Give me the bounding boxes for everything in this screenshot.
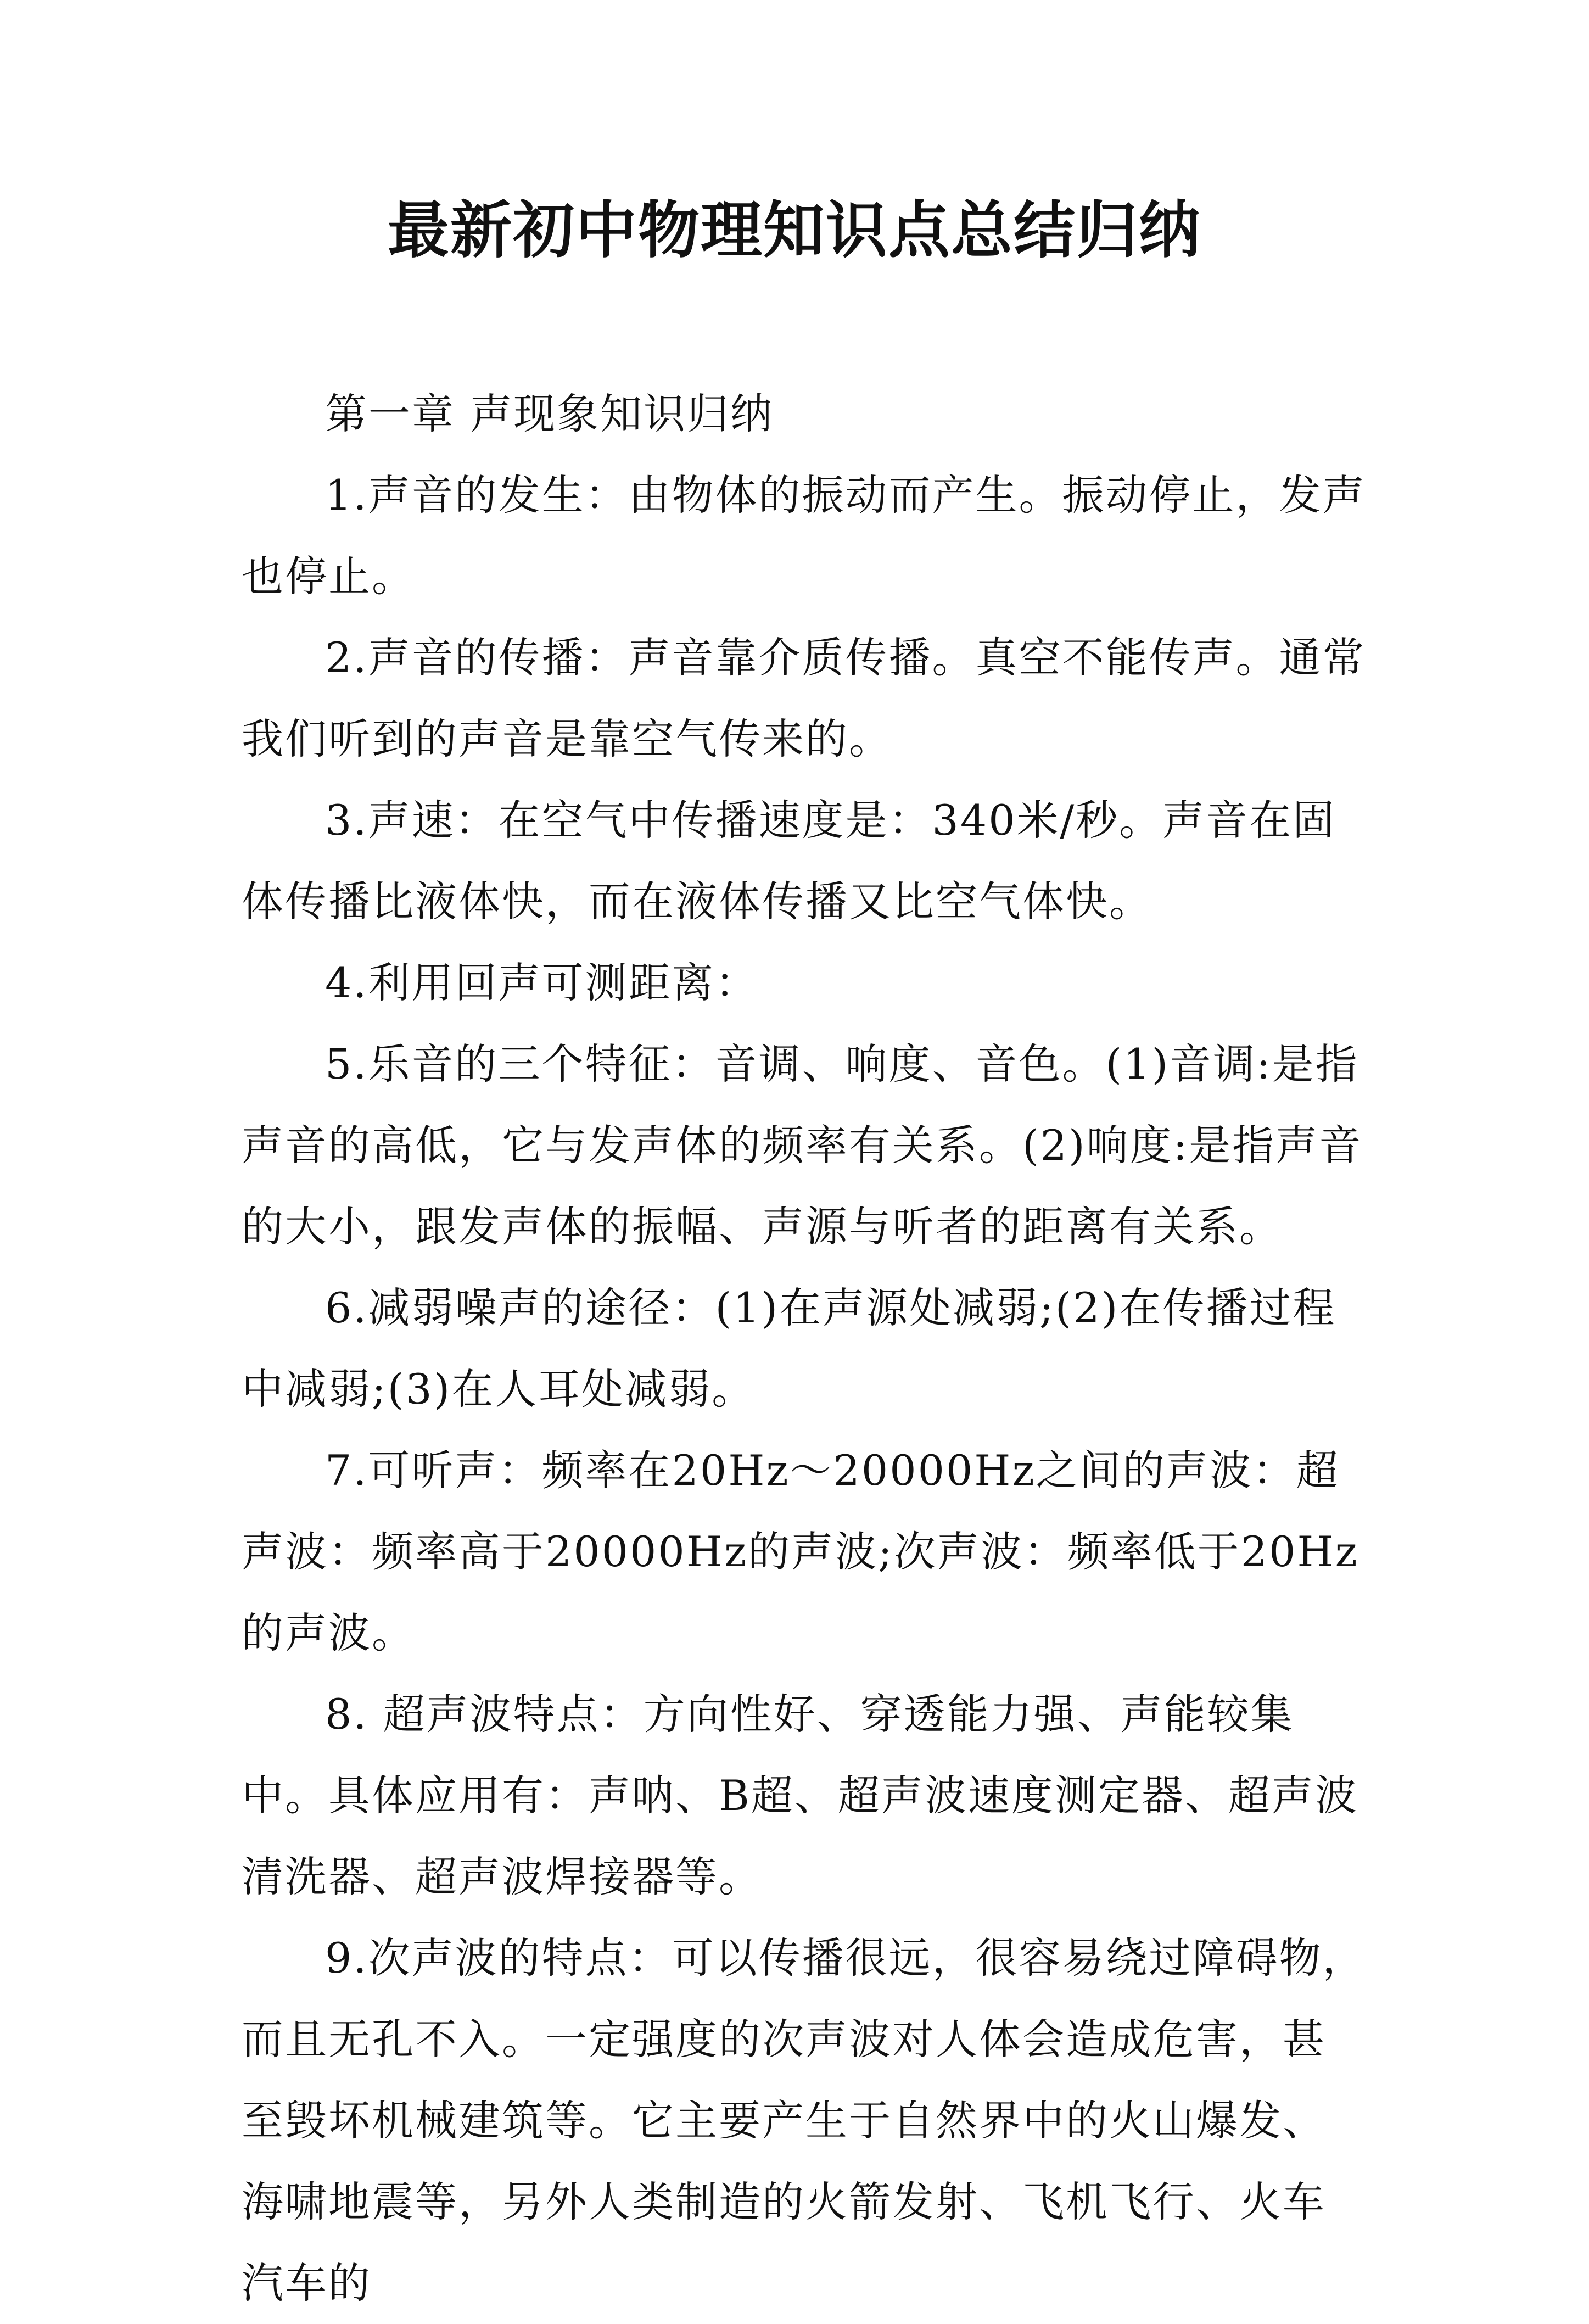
paragraph-2: 2.声音的传播：声音靠介质传播。真空不能传声。通常我们听到的声音是靠空气传来的。 xyxy=(242,633,1366,763)
paragraph-3: 3.声速：在空气中传播速度是：340米/秒。声音在固体传播比液体快，而在液体传播又比空气体快。 xyxy=(242,796,1336,926)
paragraph-1: 1.声音的发生：由物体的振动而产生。振动停止，发声也停止。 xyxy=(242,471,1366,601)
paragraph-8: 8. 超声波特点：方向性好、穿透能力强、声能较集中。具体应用有：声呐、B超、超声波速度测定器、超声波清洗器、超声波焊接器等。 xyxy=(242,1690,1358,1901)
document-title: 最新初中物理知识点总结归纳 xyxy=(388,194,1201,266)
paragraph-4: 4.利用回声可测距离： xyxy=(325,958,759,1007)
paragraph-5: 5.乐音的三个特征：音调、响度、音色。(1)音调:是指声音的高低，它与发声体的频率有关系。(2)响度:是指声音的大小，跟发声体的振幅、声源与听者的距离有关系。 xyxy=(242,1040,1363,1251)
paragraph-7: 7.可听声：频率在20Hz～20000Hz之间的声波：超声波：频率高于20000Hz的声波;次声波：频率低于20Hz的声波。 xyxy=(242,1446,1359,1657)
document-body xyxy=(242,373,1367,2324)
paragraph-6: 6.减弱噪声的途径：(1)在声源处减弱;(2)在传播过程中减弱;(3)在人耳处减弱。 xyxy=(242,1283,1336,1414)
chapter-heading: 第一章 声现象知识归纳 xyxy=(325,389,774,438)
paragraph-9: 9.次声波的特点：可以传播很远，很容易绕过障碍物，而且无孔不入。一定强度的次声波对人体会造成危害，甚至毁坏机械建筑等。它主要产生于自然界中的火山爆发、海啸地震等，另外人类制造的火箭发射、飞机飞行、火车汽车的 xyxy=(242,1934,1366,2308)
